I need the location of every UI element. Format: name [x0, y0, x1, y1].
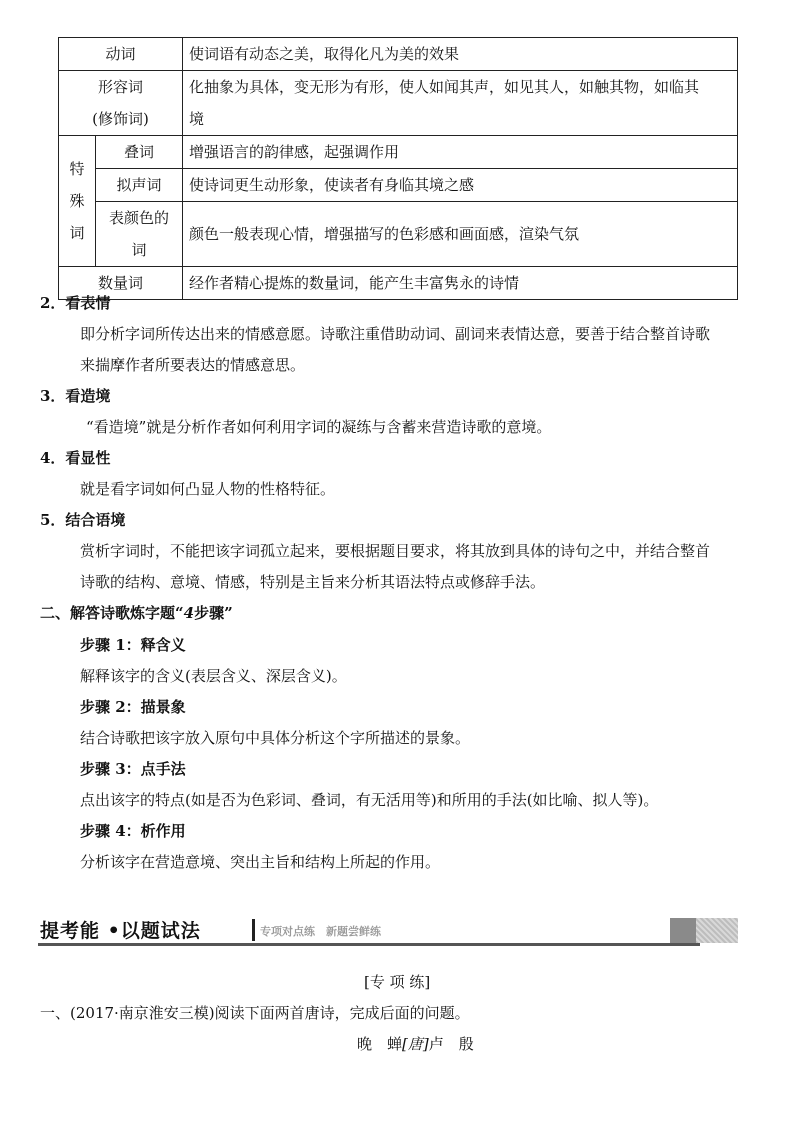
practice-label: [专 项 练]	[364, 973, 431, 991]
step-text: 点出该字的特点(如是否为色彩词、叠词，有无活用等)和所用的手法(如比喻、拟人等)。	[80, 791, 659, 809]
group-char: 词	[69, 224, 85, 242]
paragraph-line: 即分析字词所传达出来的情感意愿。诗歌注重借助动词、副词来表情达意，要善于结合整首诗歌	[80, 325, 711, 343]
desc-line: 化抽象为具体，变无形为有形，使人如闻其声，如见其人，如触其物，如临其	[189, 78, 700, 96]
table-row	[59, 38, 738, 71]
table-cell-term	[96, 202, 183, 267]
section-heading: 5．结合语境	[40, 511, 126, 529]
step-label: 步骤 4：析作用	[80, 822, 186, 840]
poem-author: 卢 殷	[428, 1035, 474, 1053]
banner-decoration	[670, 918, 696, 943]
section-heading: 2．看表情	[40, 294, 111, 312]
heading-prefix: 二、解答诗歌炼字题“	[40, 604, 184, 622]
step-label: 步骤 2：描景象	[80, 698, 186, 716]
section-banner	[38, 914, 700, 946]
table-row	[59, 267, 738, 300]
term-line: 表颜色的	[109, 209, 170, 227]
table-cell-desc: 增强语言的韵律感，起强调作用	[183, 136, 738, 169]
paragraph-line: 就是看字词如何凸显人物的性格特征。	[80, 480, 336, 498]
banner-subtitle: 专项对点练 新题尝鲜练	[260, 925, 381, 938]
poem-heading	[357, 1029, 474, 1060]
word-type-table	[58, 37, 738, 300]
table-cell-term: 叠词	[96, 136, 183, 169]
term-line: 词	[131, 241, 147, 259]
desc-line: 境	[189, 110, 205, 128]
term-line: (修饰词)	[92, 110, 149, 128]
paragraph-line: 赏析字词时，不能把该字词孤立起来，要根据题目要求，将其放到具体的诗句之中，并结合整首	[80, 542, 711, 560]
table-cell-group	[59, 136, 96, 267]
table-cell-desc: 使诗词更生动形象，使读者有身临其境之感	[183, 169, 738, 202]
table-cell-desc: 经作者精心提炼的数量词，能产生丰富隽永的诗情	[183, 267, 738, 300]
banner-title: 提考能 •以题试法	[40, 920, 201, 942]
table-row	[59, 169, 738, 202]
step-label: 步骤 3：点手法	[80, 760, 186, 778]
practice-question: 一、(2017·南京淮安三模)阅读下面两首唐诗，完成后面的问题。	[40, 1004, 470, 1022]
section-heading: 4．看显性	[40, 449, 111, 467]
table-cell-desc: 颜色一般表现心情，增强描写的色彩感和画面感，渲染气氛	[183, 202, 738, 267]
table-cell-term: 动词	[59, 38, 183, 71]
table-row	[59, 136, 738, 169]
term-line: 形容词	[98, 78, 144, 96]
step-text: 分析该字在营造意境、突出主旨和结构上所起的作用。	[80, 853, 441, 871]
step-text: 结合诗歌把该字放入原句中具体分析这个字所描述的景象。	[80, 729, 471, 747]
paragraph-line: 诗歌的结构、意境、情感，特别是主旨来分析其语法特点或修辞手法。	[80, 573, 546, 591]
section-heading: 3．看造境	[40, 387, 111, 405]
table-cell-term: 拟声词	[96, 169, 183, 202]
table-cell-term	[59, 71, 183, 136]
table-cell-desc	[183, 71, 738, 136]
part-two-heading	[40, 598, 233, 629]
table-cell-desc: 使词语有动态之美，取得化凡为美的效果	[183, 38, 738, 71]
heading-number: 4	[183, 604, 195, 622]
table-row	[59, 71, 738, 136]
poem-title: 晚 蝉	[357, 1035, 403, 1053]
banner-decoration-pattern	[696, 918, 738, 943]
table-row	[59, 202, 738, 267]
table-cell-term: 数量词	[59, 267, 183, 300]
group-char: 殊	[69, 192, 85, 210]
paragraph-line: 来揣摩作者所要表达的情感意思。	[80, 356, 306, 374]
banner-underline	[38, 943, 700, 946]
paragraph-line: “看造境”就是分析作者如何利用字词的凝练与含蓄来营造诗歌的意境。	[86, 418, 552, 436]
poem-dynasty: [唐]	[402, 1035, 429, 1053]
step-text: 解释该字的含义(表层含义、深层含义)。	[80, 667, 347, 685]
banner-separator	[252, 919, 255, 941]
group-char: 特	[69, 160, 85, 178]
heading-suffix: 步骤”	[194, 604, 233, 622]
step-label: 步骤 1：释含义	[80, 636, 186, 654]
